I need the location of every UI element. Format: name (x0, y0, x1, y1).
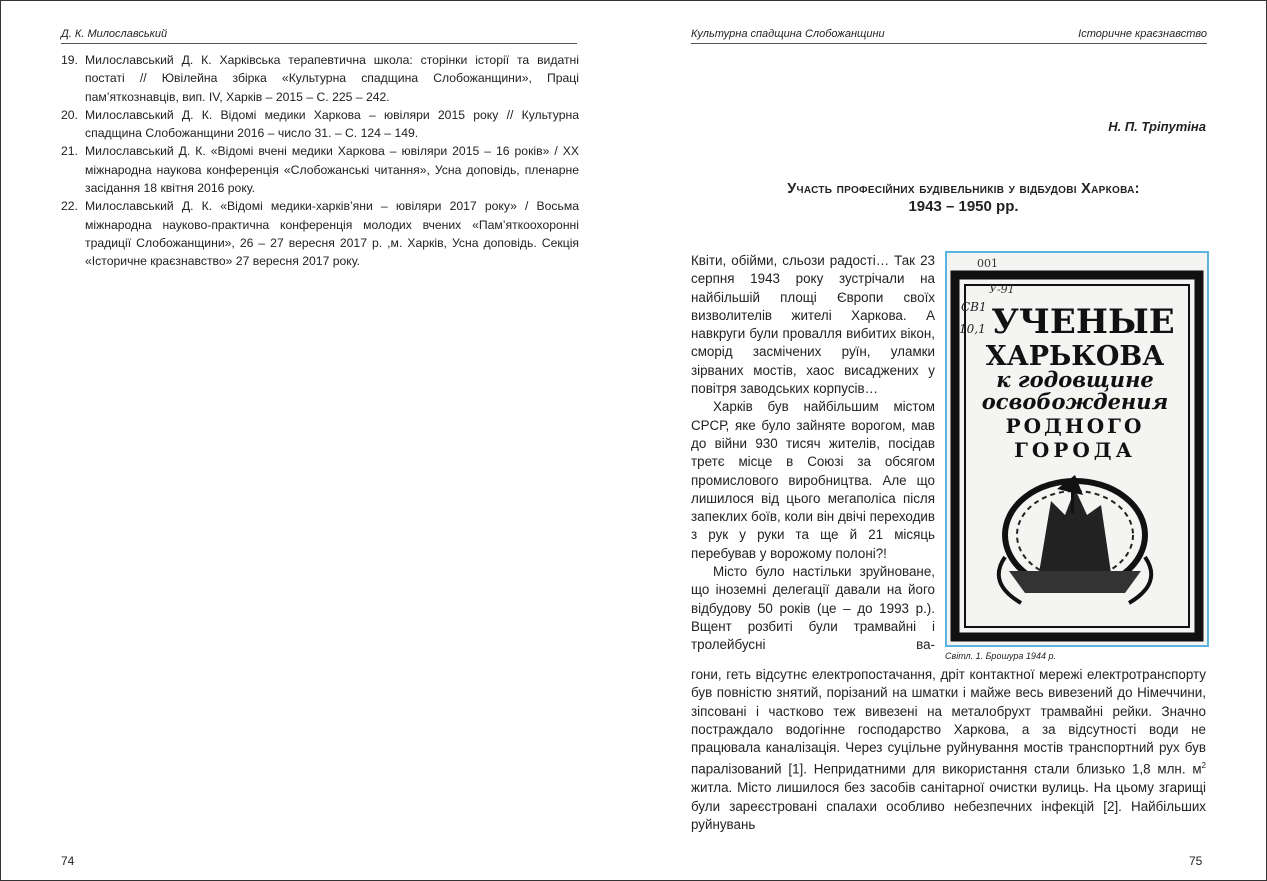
running-head-section: Історичне краєзнавство (1078, 28, 1207, 40)
paragraph: Квіти, обійми, сльози радості… Так 23 серпня 1943 року зустрічали на найбільшій площі Європи своїх визволителів жителі Харкова. А навкруги були провалля вибитих вікон, сморід засмічених руїн, уламки зірваних мостів, хаос висаджених у повітря заводських корпусів… (691, 253, 935, 397)
svg-text:001: 001 (977, 257, 998, 270)
reference-list (61, 51, 579, 271)
svg-text:к годовщине: к годовщине (996, 367, 1154, 392)
reference-item: 20. Милославський Д. К. Відомі медики Харкова – ювіляри 2015 року // Культурна спадщина Слобожанщини 2016 – число 31. – С. 124 – 149. (61, 107, 579, 141)
reference-item: 21. Милославський Д. К. «Відомі вчені медики Харкова – ювіляри 2015 – 16 років» / ХХ міжнародна наукова конференція «Слобожанські читання», Усна доповідь, пленарне засідання 18 квітня 2016 року. (61, 144, 579, 196)
brochure-cover-image (947, 253, 1207, 645)
svg-text:10,1: 10,1 (959, 322, 986, 336)
svg-text:освобождения: освобождения (981, 389, 1169, 414)
svg-text:ХАРЬКОВА: ХАРЬКОВА (985, 341, 1165, 372)
svg-text:УЧЕНЫЕ: УЧЕНЫЕ (991, 302, 1175, 342)
running-head-journal: Культурна спадщина Слобожанщини (691, 28, 885, 40)
reference-item: 19. Милославський Д. К. Харківська терапевтична школа: сторінки історії та видатні постаті // Ювілейна збірка «Культурна спадщина Слобожанщини», Праці пам’яткознавців, вип. IV, Харків – 2015 – С. 225 – 242. (61, 53, 579, 104)
right-page-number: 75 (1189, 854, 1203, 868)
article-title (691, 180, 1236, 216)
reference-item: 22. Милославський Д. К. «Відомі медики-харків’яни – ювіляри 2017 року» / Восьма міжнародна науково-практична конференція молодих вчених «Пам’яткоохоронні традиції Слобожанщини», 26 – 27 вересня 2017 р. ,м. Харків, Усна доповідь. Секція «Історичне краєзнавство» 27 вересня 2017 року. (61, 199, 579, 269)
svg-text:СВ1: СВ1 (961, 300, 987, 314)
paragraph: гони, геть відсутнє електропостачання, дріт контактної мережі електротранспорту був повністю знятий, порізаний на шматки і майже весь вивезений до Німеччини, зіпсовані і частково теж вивезені на металобрухт трамвайні рейки. Значно постраждало водогінне господарство Харкова, а за відсутності води не працювала каналізація. Через суцільне руйнування мостів транспортний рух був паралізований [1]. Непридатними для використання стали близько 1,8 млн. $м^2$ житла. Місто лишилося без засобів санітарної очистки вулиць. На цьому згарищі були зареєстровані спалахи особливо небезпечних інфекцій [2]. Найбільших руйнувань (691, 667, 1206, 832)
left-page (1, 1, 633, 880)
text-column (691, 252, 935, 655)
paragraph: Місто було настільки зруйноване, що іноземні делегації давали на його відбудову 50 років (це – до 1993 р.). Вщент розбиті були трамвайні і тролейбусні ва- (691, 564, 935, 653)
right-page (634, 1, 1266, 880)
title-line-2: 1943 – 1950 рр. (908, 198, 1019, 215)
paragraph: Харків був найбільшим містом СРСР, яке було зайняте ворогом, мав до війни 930 тисяч жителів, посідав третє місце в Союзі за обсягом промислового виробництва. Але що лишилося від цього мегаполіса після запеклих боїв, коли він двічі переходив з рук у руки та ще й 21 місяць перебував у ворожому полоні?! (691, 399, 935, 561)
right-running-head (691, 28, 1207, 44)
title-line-1: Участь професійних будівельників у відбудові Харкова: (787, 181, 1140, 197)
left-running-head: Д. К. Милославський (61, 28, 577, 44)
left-page-number: 74 (61, 854, 75, 868)
svg-text:РОДНОГО: РОДНОГО (1005, 414, 1145, 438)
article-author: Н. П. Тріпутіна (1108, 119, 1206, 134)
full-width-text (691, 666, 1206, 834)
brochure-photo (945, 251, 1209, 647)
svg-text:У-91: У-91 (989, 283, 1015, 296)
figure-caption: Світл. 1. Брошура 1944 р. (945, 651, 1056, 661)
svg-text:ГОРОДА: ГОРОДА (1014, 438, 1136, 462)
